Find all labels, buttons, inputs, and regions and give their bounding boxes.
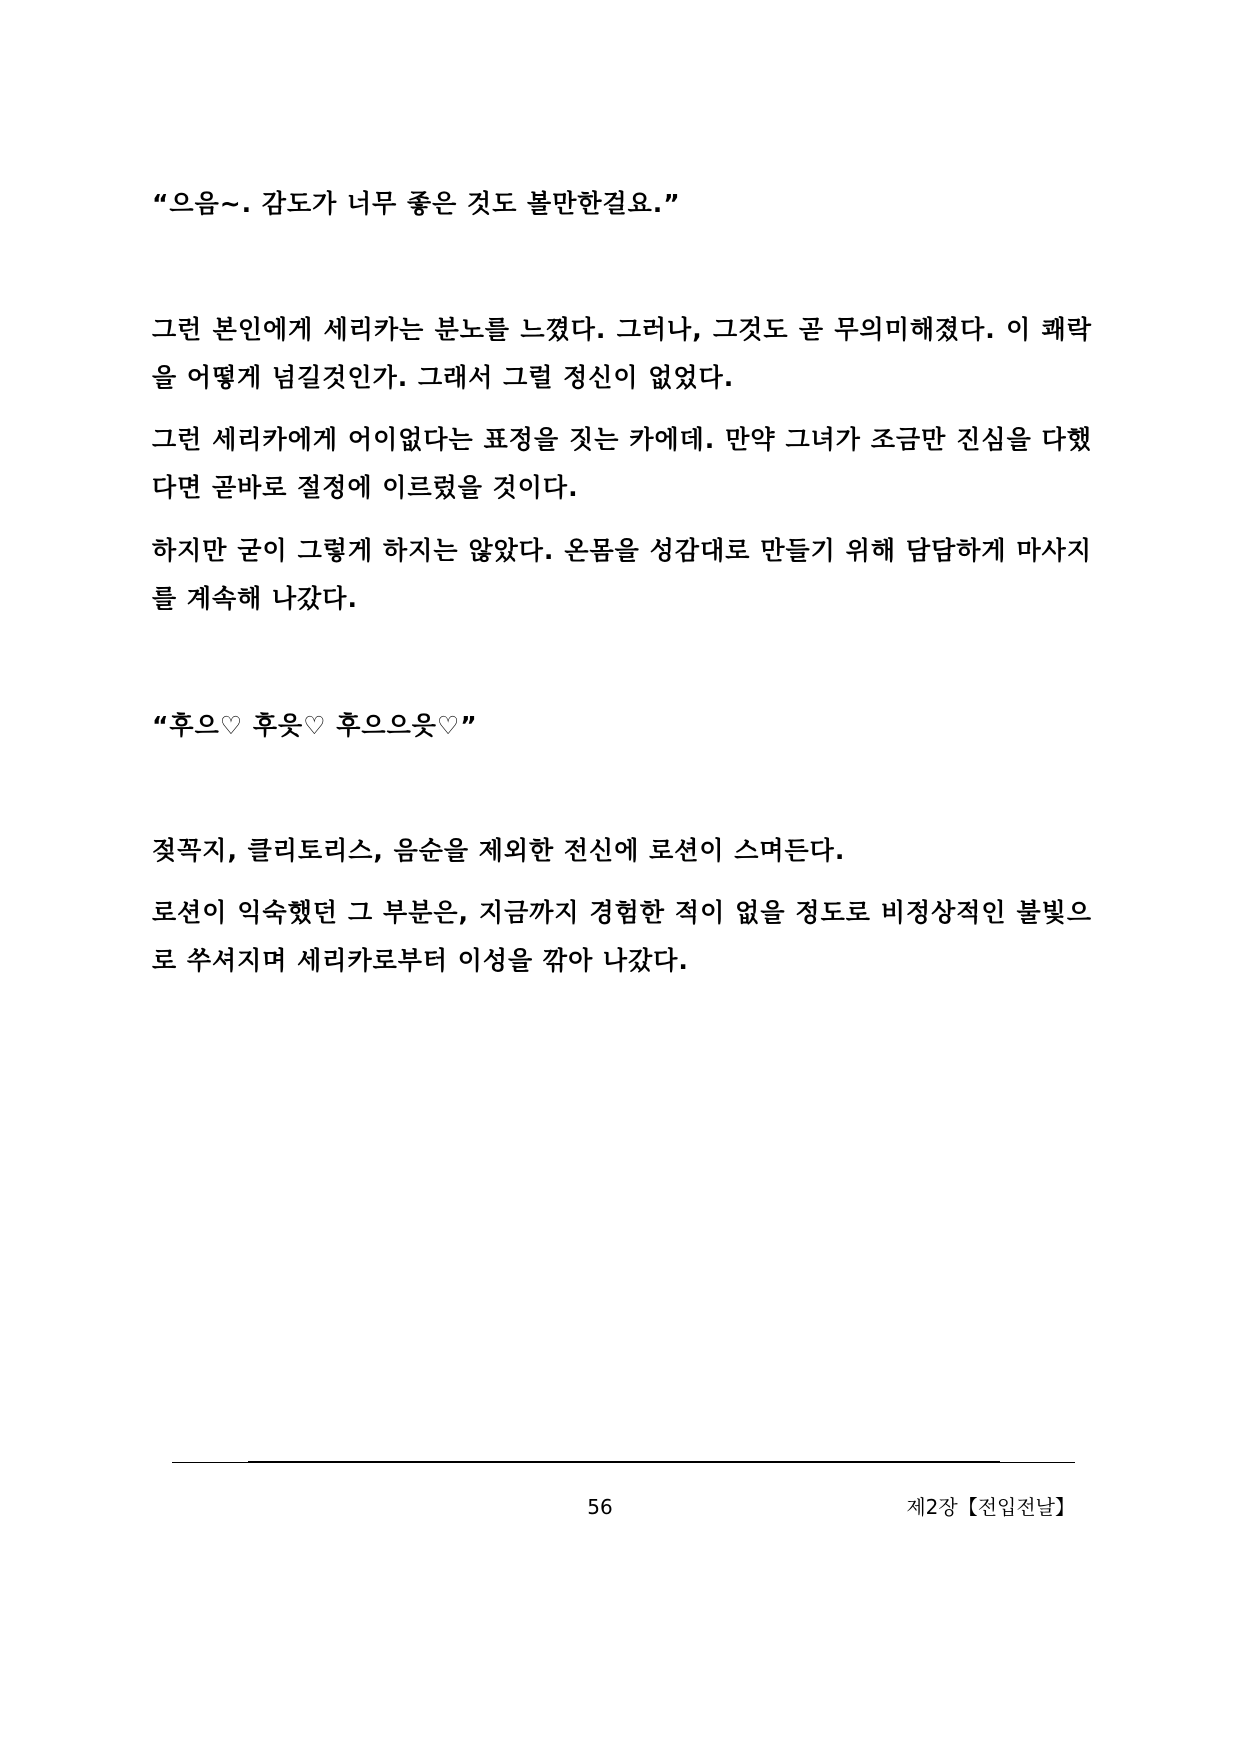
- page-number: 56: [587, 1495, 613, 1519]
- chapter-label: 제2장【전입전날】: [906, 1495, 1075, 1519]
- paragraph-4: 젖꼭지, 클리토리스, 음순을 제외한 전신에 로션이 스며든다.: [152, 836, 846, 865]
- dialogue-line-2: “후으♡ 후읏♡ 후으으읏♡”: [152, 711, 478, 740]
- footer-divider-thick: [248, 1461, 1000, 1463]
- dialogue-line-1: “으음~. 감도가 너무 좋은 것도 볼만한걸요.”: [152, 189, 681, 218]
- paragraph-5: 로션이 익숙했던 그 부분은, 지금까지 경험한 적이 없을 정도로 비정상적인 불빛으로 쑤셔지며 세리카로부터 이성을 깎아 나갔다.: [152, 898, 1092, 975]
- paragraph-2: 그런 세리카에게 어이없다는 표정을 짓는 카에데. 만약 그녀가 조금만 진심을 다했다면 곧바로 절정에 이르렀을 것이다.: [152, 425, 1092, 502]
- paragraph-1: 그런 본인에게 세리카는 분노를 느꼈다. 그러나, 그것도 곧 무의미해졌다. 이 쾌락을 어떻게 넘길것인가. 그래서 그럴 정신이 없었다.: [152, 315, 1092, 392]
- paragraph-3: 하지만 굳이 그렇게 하지는 않았다. 온몸을 성감대로 만들기 위해 담담하게 마사지를 계속해 나갔다.: [152, 536, 1092, 613]
